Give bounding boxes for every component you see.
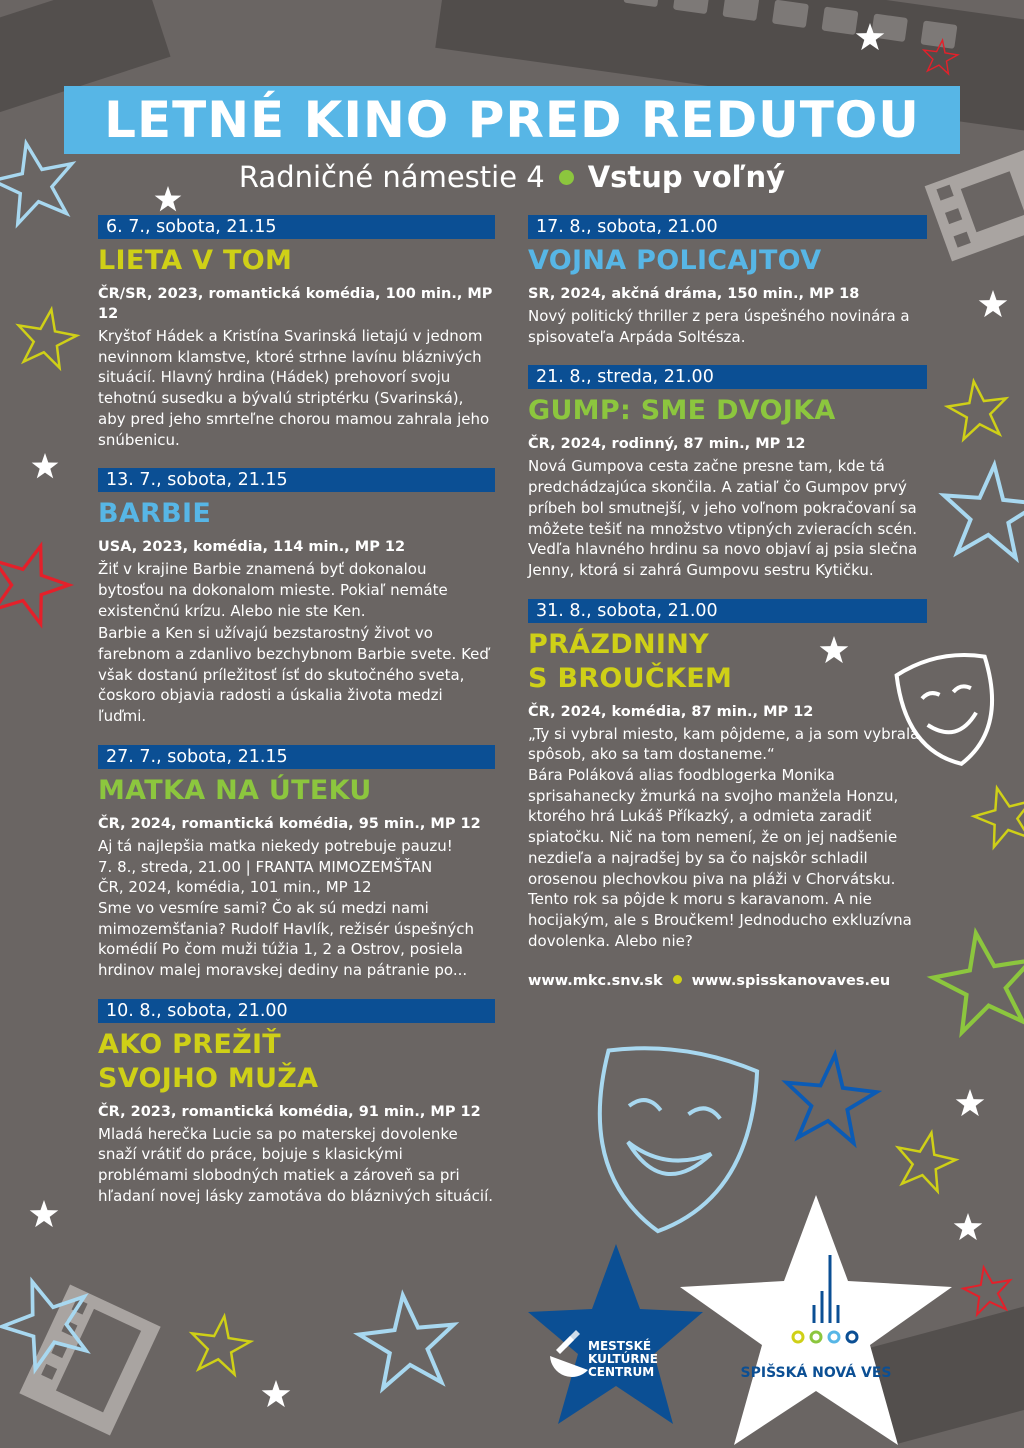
event-title: BARBIE — [98, 498, 212, 530]
description-paragraph: Nový politický thriller z pera úspešného novinára a spisovateľa Arpáda Soltésza. — [528, 307, 910, 346]
event-title — [98, 1028, 495, 1096]
description-paragraph: Barbie a Ken si užívajú bezstarostný život vo farebnom a zdanlivo bezchybnom Barbie svete. Keď však dostanú príležitosť ísť do skutočného sveta, čoskoro objavia radosti a úskalia života medzi ľuďmi. — [98, 624, 489, 726]
description-paragraph: Kryštof Hádek a Kristína Svarinská lietajú v jednom nevinnom klamstve, ktoré strhne lavínu bláznivých situácií. Hlavný hrdina (Hádek) prehovorí svoju tehotnú susedku a bývalú striptérku (Svarinská), aby pred jeho smrteľne chorou mamou zahrala jeho snúbenicu. — [98, 327, 490, 449]
event-meta: ČR, 2023, romantická komédia, 91 min., MP 12 — [98, 1103, 481, 1120]
event-meta: USA, 2023, komédia, 114 min., MP 12 — [98, 539, 406, 556]
event-date: 31. 8., sobota, 21.00 — [528, 599, 927, 623]
star-icon — [954, 1213, 983, 1240]
description-paragraph: Mladá herečka Lucie sa po materskej dovolenke snaží vrátiť do práce, bojuje s klasickými problémami slobodných matiek a zároveň sa pri hľadaní novej lásky zamotáva do bláznivých situácií. — [98, 1124, 494, 1205]
description-paragraph: Nová Gumpova cesta začne presne tam, kde tá predchádzajúca skončila. A zatiaľ čo Gumpov prvý príbeh bol smutnejší, v jeho voľnom pokračovaní sa môžete tešiť na množstvo vtipných zvieracích scén. Vedľa hlavného hrdinu sa novo objaví aj psia slečna Jenny, ktorá si zahrá Gumpovu sestru Kytičku. — [528, 457, 918, 579]
event-title: VOJNA POLICAJTOV — [528, 245, 822, 276]
event-matka-na-uteku — [98, 745, 495, 981]
description-paragraph: 7. 8., streda, 21.00 | FRANTA MIMOZEMŠŤAN — [98, 857, 433, 876]
star-icon — [944, 377, 1010, 441]
description-paragraph: Sme vo vesmíre sami? Čo ak sú medzi nami mimozemšťania? Rudolf Havlík, režisér úspešných komédií Po čom muži túžia 1, 2 a Ostrov, posiela hrdinov malej moravskej dediny na pátranie po... — [98, 898, 474, 980]
star-icon — [30, 1200, 59, 1227]
mkc-logo — [528, 1244, 703, 1434]
event-title-line: PRÁZDNINY — [528, 628, 709, 660]
star-icon — [968, 780, 1024, 849]
event-date: 10. 8., sobota, 21.00 — [98, 999, 495, 1023]
mkc-line: MESTSKÉ — [588, 1339, 652, 1353]
event-ako-prezit-svojho-muza — [98, 999, 495, 1207]
event-meta: SR, 2024, akčná dráma, 150 min., MP 18 — [528, 286, 860, 302]
event-lieta-v-tom — [98, 215, 495, 450]
event-description — [528, 456, 927, 580]
event-date: 17. 8., sobota, 21.00 — [528, 215, 927, 239]
event-prazdniny-s-brouckem — [528, 599, 927, 952]
star-icon — [960, 1263, 1015, 1316]
event-barbie — [98, 468, 495, 727]
title-banner — [64, 86, 960, 154]
footer-links — [528, 973, 927, 989]
address: Radničné námestie 4 — [238, 160, 545, 194]
event-date: 13. 7., sobota, 21.15 — [98, 468, 495, 492]
star-icon — [891, 1127, 960, 1194]
star-icon — [0, 534, 78, 629]
dot-separator — [673, 975, 682, 984]
snv-logo-icon — [680, 1195, 952, 1445]
left-column — [98, 215, 495, 1225]
event-date: 27. 7., sobota, 21.15 — [98, 745, 495, 769]
link-mkc[interactable]: www.mkc.snv.sk — [528, 973, 663, 990]
event-meta: ČR, 2024, romantická komédia, 95 min., MP 12 — [98, 815, 481, 832]
event-vojna-policajtov — [528, 215, 927, 347]
star-icon — [262, 1380, 291, 1407]
description-paragraph: ČR, 2024, komédia, 101 min., MP 12 — [98, 878, 372, 897]
event-title-line: SVOJHO MUŽA — [98, 1062, 319, 1094]
event-description — [98, 326, 495, 450]
page-title: LETNÉ KINO PRED REDUTOU — [104, 91, 920, 149]
event-title — [528, 628, 927, 696]
event-meta: ČR, 2024, komédia, 87 min., MP 12 — [528, 703, 814, 720]
event-title-line: S BROUČKEM — [528, 662, 733, 694]
event-description — [528, 306, 927, 347]
link-spisskanovaves[interactable]: www.spisskanovaves.eu — [691, 973, 891, 990]
event-meta: ČR/SR, 2023, romantická komédia, 100 min., MP 12 — [98, 286, 493, 322]
event-date: 21. 8., streda, 21.00 — [528, 365, 927, 389]
event-title: GUMP: SME DVOJKA — [528, 395, 836, 427]
description-paragraph: Aj tá najlepšia matka niekedy potrebuje pauzu! — [98, 836, 453, 855]
snv-logo-text: SPIŠSKÁ NOVÁ VES — [740, 1365, 892, 1381]
mkc-line: KULTÚRNE — [588, 1352, 658, 1366]
event-title: LIETA V TOM — [98, 245, 293, 276]
event-description — [528, 724, 927, 952]
star-icon — [927, 925, 1024, 1036]
event-meta: ČR, 2024, rodinný, 87 min., MP 12 — [528, 436, 806, 453]
star-icon — [13, 304, 81, 370]
description-paragraph: „Ty si vybral miesto, kam pôjdeme, a ja som vybrala spôsob, ako sa tam dostaneme.“ — [528, 724, 920, 764]
description-paragraph: Žiť v krajine Barbie znamená byť dokonalou bytosťou na dokonalom mieste. Pokiaľ nemáte existenčnú krízu. Alebo nie ste Ken. — [98, 560, 448, 620]
star-icon — [979, 290, 1008, 317]
entry-info: Vstup voľný — [587, 160, 786, 194]
star-icon — [187, 1312, 253, 1376]
dot-separator — [559, 170, 574, 185]
snv-logo — [680, 1195, 952, 1445]
star-icon — [781, 1050, 880, 1145]
event-gump-sme-dvojka — [528, 365, 927, 580]
subtitle — [0, 160, 1024, 194]
description-paragraph: Bára Poláková alias foodblogerka Monika sprisahanecky žmurká na svojho manžela Honzu, ktorého hrá Lukáš Příkazký, a odmieta zaradiť spiatočku. Nič na tom nemení, že on jej nadšenie nezdieľa a najradšej by sa čo najskôr schladil orosenou plechovkou piva na pláži v Chorvátsku. Tento rok sa pôjde k moru s karavanom. A nie hocijakým, ale s Broučkem! Jednoducho exkluzívna dovolenka. Alebo nie? — [528, 766, 912, 950]
star-icon — [32, 453, 59, 478]
event-description — [98, 1124, 495, 1207]
event-title-line: AKO PREŽIŤ — [98, 1028, 282, 1060]
star-icon — [939, 461, 1024, 559]
event-title: MATKA NA ÚTEKU — [98, 774, 372, 806]
event-description — [98, 836, 495, 981]
mkc-line: CENTRUM — [588, 1365, 655, 1379]
star-icon — [956, 1089, 985, 1116]
right-column — [528, 215, 927, 989]
mkc-logo-text — [588, 1340, 668, 1379]
event-description — [98, 559, 495, 727]
star-icon — [355, 1290, 459, 1390]
event-date: 6. 7., sobota, 21.15 — [98, 215, 495, 239]
